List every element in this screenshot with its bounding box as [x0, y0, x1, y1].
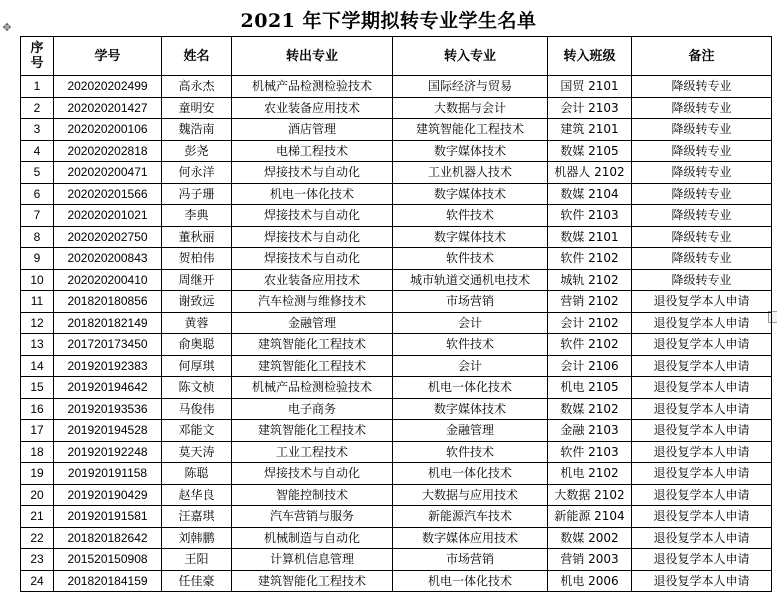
cell-name: 黄蓉 — [162, 312, 232, 334]
cell-name: 俞奥聪 — [162, 334, 232, 356]
cell-from-major: 金融管理 — [232, 312, 393, 334]
cell-to-major: 机电一体化技术 — [393, 377, 548, 399]
cell-note: 退役复学本人申请 — [632, 334, 772, 356]
table-row — [21, 119, 772, 141]
cell-from-major: 农业装备应用技术 — [232, 269, 393, 291]
cell-seq: 7 — [21, 205, 54, 227]
cell-seq: 17 — [21, 420, 54, 442]
cell-from-major: 焊接技术与自动化 — [232, 248, 393, 270]
cell-seq: 16 — [21, 398, 54, 420]
cell-name: 何厚琪 — [162, 355, 232, 377]
cell-to-class: 金融 2103 — [548, 420, 632, 442]
cell-note: 降级转专业 — [632, 226, 772, 248]
header-from-major: 转出专业 — [232, 37, 393, 76]
cell-from-major: 建筑智能化工程技术 — [232, 420, 393, 442]
table-row — [21, 291, 772, 313]
cell-to-class: 软件 2103 — [548, 441, 632, 463]
cell-to-major: 数字媒体技术 — [393, 226, 548, 248]
cell-to-major: 国际经济与贸易 — [393, 76, 548, 98]
cell-to-class: 数媒 2101 — [548, 226, 632, 248]
cell-from-major: 智能控制技术 — [232, 484, 393, 506]
table-row — [21, 506, 772, 528]
cell-seq: 4 — [21, 140, 54, 162]
cell-to-major: 新能源汽车技术 — [393, 506, 548, 528]
cell-to-major: 城市轨道交通机电技术 — [393, 269, 548, 291]
table-row — [21, 570, 772, 592]
table-header-row — [21, 37, 772, 76]
cell-name: 汪嘉琪 — [162, 506, 232, 528]
cell-note: 退役复学本人申请 — [632, 312, 772, 334]
table-row — [21, 248, 772, 270]
table-row — [21, 312, 772, 334]
cell-from-major: 机械制造与自动化 — [232, 527, 393, 549]
table-row — [21, 334, 772, 356]
cell-to-class: 软件 2102 — [548, 248, 632, 270]
cell-student-id: 201920192383 — [54, 355, 162, 377]
table-row — [21, 527, 772, 549]
table-row — [21, 205, 772, 227]
cell-to-major: 机电一体化技术 — [393, 463, 548, 485]
cell-note: 退役复学本人申请 — [632, 420, 772, 442]
table-row — [21, 463, 772, 485]
cell-seq: 2 — [21, 97, 54, 119]
cell-seq: 14 — [21, 355, 54, 377]
cell-seq: 11 — [21, 291, 54, 313]
cell-from-major: 电梯工程技术 — [232, 140, 393, 162]
table-row — [21, 162, 772, 184]
cell-seq: 15 — [21, 377, 54, 399]
cell-student-id: 202020200843 — [54, 248, 162, 270]
page-title: 2021 年下学期拟转专业学生名单 — [240, 10, 537, 32]
cell-note: 降级转专业 — [632, 76, 772, 98]
cell-seq: 21 — [21, 506, 54, 528]
cell-student-id: 201820182149 — [54, 312, 162, 334]
cell-seq: 20 — [21, 484, 54, 506]
move-arrows-icon[interactable]: ✥ — [2, 21, 12, 34]
table-row — [21, 269, 772, 291]
table-row — [21, 76, 772, 98]
cell-to-major: 数字媒体技术 — [393, 140, 548, 162]
cell-seq: 6 — [21, 183, 54, 205]
cell-to-class: 会计 2103 — [548, 97, 632, 119]
table-row — [21, 140, 772, 162]
cell-to-class: 建筑 2101 — [548, 119, 632, 141]
cell-to-major: 会计 — [393, 355, 548, 377]
cell-seq: 22 — [21, 527, 54, 549]
cell-to-major: 大数据与应用技术 — [393, 484, 548, 506]
cell-to-class: 城轨 2102 — [548, 269, 632, 291]
cell-name: 刘韩鹏 — [162, 527, 232, 549]
cell-name: 邓能文 — [162, 420, 232, 442]
cell-student-id: 201820180856 — [54, 291, 162, 313]
table-row — [21, 97, 772, 119]
header-note: 备注 — [632, 37, 772, 76]
cell-student-id: 202020200106 — [54, 119, 162, 141]
cell-student-id: 201920194642 — [54, 377, 162, 399]
cell-student-id: 201920191158 — [54, 463, 162, 485]
cell-to-major: 软件技术 — [393, 205, 548, 227]
cell-from-major: 汽车检测与维修技术 — [232, 291, 393, 313]
cell-name: 陈文桢 — [162, 377, 232, 399]
cell-to-class: 数媒 2105 — [548, 140, 632, 162]
cell-student-id: 202020202750 — [54, 226, 162, 248]
header-seq — [21, 37, 54, 76]
cell-from-major: 汽车营销与服务 — [232, 506, 393, 528]
cell-to-class: 软件 2103 — [548, 205, 632, 227]
header-seq-line2: 号 — [30, 56, 44, 71]
cell-seq: 12 — [21, 312, 54, 334]
cell-to-class: 会计 2102 — [548, 312, 632, 334]
cell-note: 降级转专业 — [632, 119, 772, 141]
cell-to-major: 数字媒体技术 — [393, 398, 548, 420]
cell-to-class: 机器人 2102 — [548, 162, 632, 184]
cell-to-major: 软件技术 — [393, 334, 548, 356]
cell-to-class: 数媒 2104 — [548, 183, 632, 205]
cell-to-class: 营销 2102 — [548, 291, 632, 313]
cell-from-major: 机械产品检测检验技术 — [232, 76, 393, 98]
cell-to-major: 软件技术 — [393, 441, 548, 463]
cell-to-class: 营销 2003 — [548, 549, 632, 571]
cell-name: 李典 — [162, 205, 232, 227]
cell-name: 贺柏伟 — [162, 248, 232, 270]
cell-name: 彭尧 — [162, 140, 232, 162]
cell-from-major: 农业装备应用技术 — [232, 97, 393, 119]
cell-seq: 13 — [21, 334, 54, 356]
cell-from-major: 工业工程技术 — [232, 441, 393, 463]
cell-from-major: 电子商务 — [232, 398, 393, 420]
cell-student-id: 202020201021 — [54, 205, 162, 227]
header-name: 姓名 — [162, 37, 232, 76]
cell-student-id: 201820184159 — [54, 570, 162, 592]
cell-to-major: 数字媒体应用技术 — [393, 527, 548, 549]
cell-to-class: 数媒 2002 — [548, 527, 632, 549]
cell-note: 降级转专业 — [632, 97, 772, 119]
cell-seq: 1 — [21, 76, 54, 98]
cell-note: 退役复学本人申请 — [632, 441, 772, 463]
cell-note: 降级转专业 — [632, 269, 772, 291]
cell-to-class: 会计 2106 — [548, 355, 632, 377]
cell-note: 降级转专业 — [632, 205, 772, 227]
cell-to-major: 金融管理 — [393, 420, 548, 442]
cell-to-major: 机电一体化技术 — [393, 570, 548, 592]
cell-student-id: 201920190429 — [54, 484, 162, 506]
cell-from-major: 焊接技术与自动化 — [232, 205, 393, 227]
table-row — [21, 549, 772, 571]
cell-seq: 3 — [21, 119, 54, 141]
cell-to-major: 数字媒体技术 — [393, 183, 548, 205]
cell-note: 退役复学本人申请 — [632, 291, 772, 313]
cell-from-major: 焊接技术与自动化 — [232, 463, 393, 485]
cell-name: 高永杰 — [162, 76, 232, 98]
header-to-class: 转入班级 — [548, 37, 632, 76]
cell-note: 退役复学本人申请 — [632, 463, 772, 485]
cell-name: 魏浩南 — [162, 119, 232, 141]
cell-note: 退役复学本人申请 — [632, 355, 772, 377]
cell-seq: 19 — [21, 463, 54, 485]
table-row — [21, 420, 772, 442]
header-to-major: 转入专业 — [393, 37, 548, 76]
cell-from-major: 焊接技术与自动化 — [232, 162, 393, 184]
cell-student-id: 201720173450 — [54, 334, 162, 356]
cell-name: 冯子珊 — [162, 183, 232, 205]
cell-student-id: 201920192248 — [54, 441, 162, 463]
cell-note: 退役复学本人申请 — [632, 377, 772, 399]
cell-student-id: 202020201427 — [54, 97, 162, 119]
cell-to-class: 机电 2105 — [548, 377, 632, 399]
cell-name: 董秋丽 — [162, 226, 232, 248]
cell-to-class: 机电 2006 — [548, 570, 632, 592]
table-row — [21, 441, 772, 463]
cell-from-major: 计算机信息管理 — [232, 549, 393, 571]
cell-to-major: 建筑智能化工程技术 — [393, 119, 548, 141]
cell-name: 陈聪 — [162, 463, 232, 485]
cell-from-major: 酒店管理 — [232, 119, 393, 141]
cell-from-major: 机电一体化技术 — [232, 183, 393, 205]
cell-note: 降级转专业 — [632, 248, 772, 270]
cell-seq: 23 — [21, 549, 54, 571]
cell-student-id: 201920194528 — [54, 420, 162, 442]
cell-to-major: 市场营销 — [393, 549, 548, 571]
cell-name: 王阳 — [162, 549, 232, 571]
cell-student-id: 201920193536 — [54, 398, 162, 420]
cell-seq: 10 — [21, 269, 54, 291]
cell-note: 退役复学本人申请 — [632, 549, 772, 571]
cell-from-major: 建筑智能化工程技术 — [232, 355, 393, 377]
cell-from-major: 建筑智能化工程技术 — [232, 570, 393, 592]
table-row — [21, 355, 772, 377]
cell-to-major: 会计 — [393, 312, 548, 334]
header-student-id: 学号 — [54, 37, 162, 76]
cell-to-class: 大数据 2102 — [548, 484, 632, 506]
cell-note: 退役复学本人申请 — [632, 484, 772, 506]
cell-name: 马俊伟 — [162, 398, 232, 420]
cell-note: 降级转专业 — [632, 183, 772, 205]
cell-name: 赵华良 — [162, 484, 232, 506]
cell-name: 莫天涛 — [162, 441, 232, 463]
cell-from-major: 建筑智能化工程技术 — [232, 334, 393, 356]
cell-to-major: 大数据与会计 — [393, 97, 548, 119]
cell-name: 谢致远 — [162, 291, 232, 313]
cell-seq: 5 — [21, 162, 54, 184]
cell-to-class: 新能源 2104 — [548, 506, 632, 528]
cell-note: 退役复学本人申请 — [632, 398, 772, 420]
cell-name: 任佳豪 — [162, 570, 232, 592]
cell-student-id: 202020200410 — [54, 269, 162, 291]
cell-to-class: 国贸 2101 — [548, 76, 632, 98]
cell-seq: 24 — [21, 570, 54, 592]
cell-student-id: 202020202499 — [54, 76, 162, 98]
cell-to-class: 机电 2102 — [548, 463, 632, 485]
cell-to-major: 软件技术 — [393, 248, 548, 270]
cell-from-major: 机械产品检测检验技术 — [232, 377, 393, 399]
cell-note: 退役复学本人申请 — [632, 527, 772, 549]
cell-to-major: 市场营销 — [393, 291, 548, 313]
student-transfer-table — [20, 36, 772, 592]
cell-seq: 18 — [21, 441, 54, 463]
cell-name: 周继开 — [162, 269, 232, 291]
cell-student-id: 202020200471 — [54, 162, 162, 184]
header-seq-line1: 序 — [30, 41, 44, 56]
cell-note: 降级转专业 — [632, 140, 772, 162]
cell-seq: 9 — [21, 248, 54, 270]
cell-note: 退役复学本人申请 — [632, 570, 772, 592]
table-row — [21, 377, 772, 399]
cell-from-major: 焊接技术与自动化 — [232, 226, 393, 248]
table-row — [21, 226, 772, 248]
cell-to-major: 工业机器人技术 — [393, 162, 548, 184]
cell-student-id: 201820182642 — [54, 527, 162, 549]
cell-note: 降级转专业 — [632, 162, 772, 184]
cell-name: 童明安 — [162, 97, 232, 119]
cell-seq: 8 — [21, 226, 54, 248]
cell-student-id: 202020202818 — [54, 140, 162, 162]
cell-student-id: 202020201566 — [54, 183, 162, 205]
cell-to-class: 数媒 2102 — [548, 398, 632, 420]
cell-student-id: 201920191581 — [54, 506, 162, 528]
cell-student-id: 201520150908 — [54, 549, 162, 571]
cell-note: 退役复学本人申请 — [632, 506, 772, 528]
table-row — [21, 183, 772, 205]
table-row — [21, 398, 772, 420]
cell-name: 何永洋 — [162, 162, 232, 184]
table-row — [21, 484, 772, 506]
cell-to-class: 软件 2102 — [548, 334, 632, 356]
